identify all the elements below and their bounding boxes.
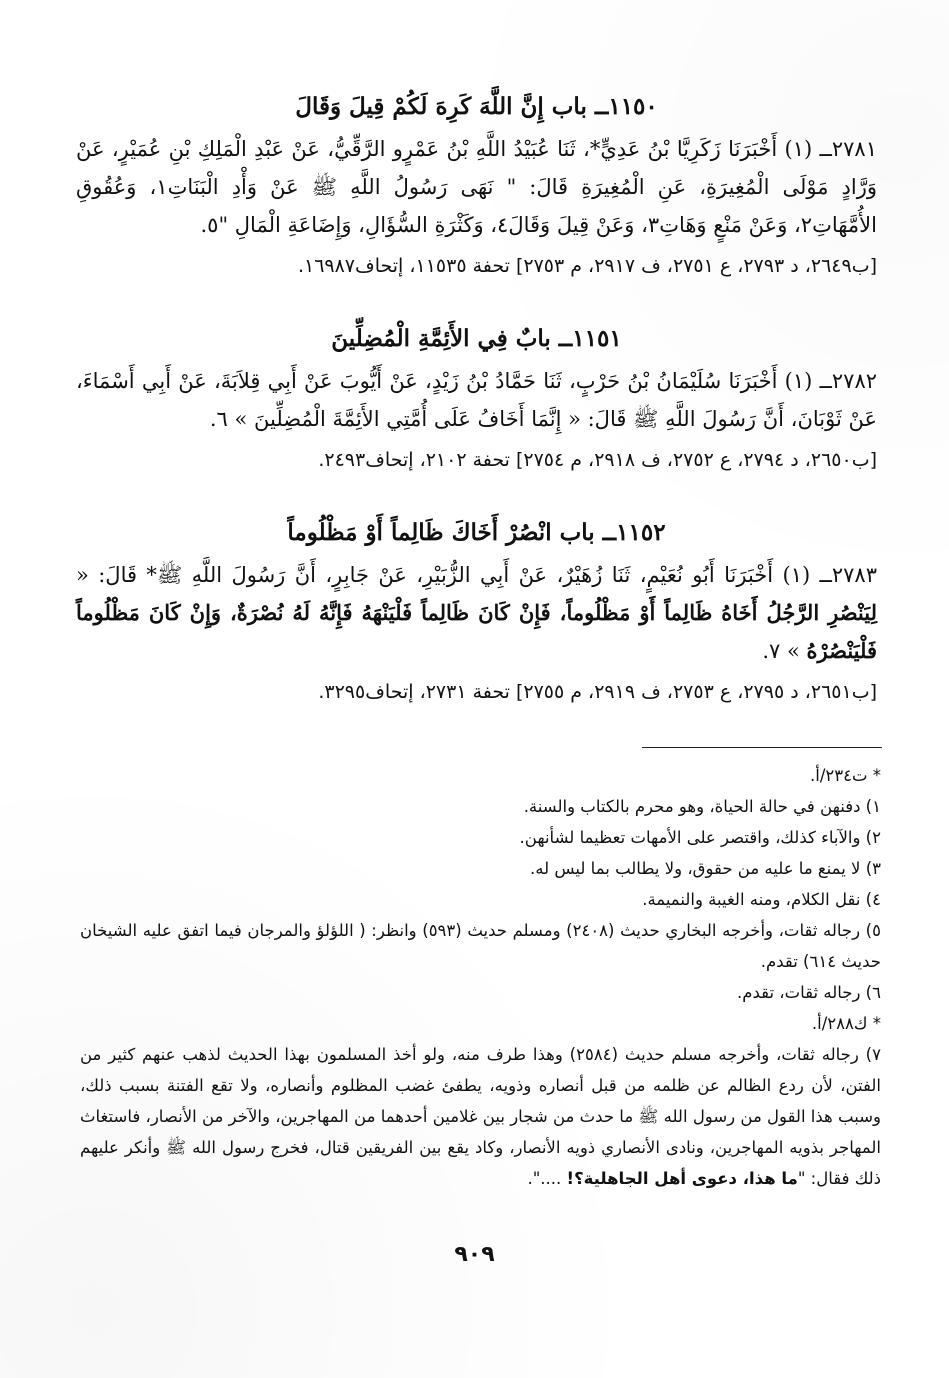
footnote-7-text: ٧) رجاله ثقات، وأخرجه مسلم حديث (٢٥٨٤) وهذا طرف منه، ولو أخذ المسلمون بهذا الحديث لذهب عنهم كثير من الفتن، لأن ردع الظالم عن ظلمه من قبل أنصاره وذويه، يطفئ غضب المظلوم وأنصاره، ولا تقع الفتنة بسبب ذلك، وسبب هذا القول من رسول الله ﷺ ما حدث من شجار بين غلامين أحدهما من المهاجرين، والآخر من الأنصار، فاستغاث المهاجر بذويه المهاجرين، ونادى الأنصاري ذويه الأنصار، وكاد يقع بين الفريقين قتال، فخرج رسول الله ﷺ وأنكر عليهم ذلك فقال: " [80,1045,881,1188]
hadith-references: [ب٢٦٤٩، د ٢٧٩٣، ع ٢٧٥١، ف ٢٩١٧، م ٢٧٥٣] تحفة ١١٥٣٥، إتحاف١٦٩٨٧. [297,255,877,277]
footnote-3: ٣) لا يمنع ما عليه من حقوق، ولا يطالب بما ليس له. [530,859,881,878]
footnote-6: ٦) رجاله ثقات، تقدم. [736,983,881,1002]
hadith-references: [ب٢٦٥١، د ٢٧٩٥، ع ٢٧٥٣، ف ٢٩١٩، م ٢٧٥٥] تحفة ٢٧٣١، إتحاف٣٢٩٥. [318,681,877,703]
footnotes [80,760,881,1194]
footnote-7-quote: ما هذا، دعوى أهل الجاهلية؟! [566,1169,798,1188]
page-number: ٩٠٩ [454,1242,495,1267]
footnote-1: ١) دفنهن في حالة الحياة، وهو محرم بالكتاب والسنة. [523,797,881,816]
footnote-7 [80,1039,881,1194]
hadith-references: [ب٢٦٥٠، د ٢٧٩٤، ع ٢٧٥٢، ف ٢٩١٨، م ٢٧٥٤] تحفة ٢١٠٢، إتحاف٢٤٩٣. [318,449,877,471]
chapter-1150 [76,90,877,282]
hadith-end: » ٧. [762,639,800,663]
footnote-star-2: * ك٢٨٨/أ. [811,1014,881,1033]
hadith-intro: ٢٧٨٣ــ (١) أَخْبَرَنَا أَبُو نُعَيْمٍ، ثَنَا زُهَيْرٌ، عَنْ أَبِي الزُّبَيْرِ، عَنْ جَابِرٍ، أَنَّ رَسُولَ اللَّهِ ﷺ* قَالَ: « [76,563,877,587]
chapter-title: ١١٥٠ــ باب إِنَّ اللَّهَ كَرِهَ لَكُمْ قِيلَ وَقَالَ [295,93,658,120]
main-content [76,90,877,748]
hadith-quote: لِيَنْصُرِ الرَّجُلُ أَخَاهُ ظَالِماً أَوْ مَظْلُوماً، فَإِنْ كَانَ ظَالِماً فَلْيَنْهَهُ فَإِنَّهُ لَهُ نُصْرَةٌ، وَإِنْ كَانَ مَظْلُوماً فَلْيَنْصُرْهُ [76,600,877,663]
footnote-4: ٤) نقل الكلام، ومنه الغيبة والنميمة. [642,890,881,909]
footnote-2: ٢) والآباء كذلك، واقتصر على الأمهات تعظيما لشأنهن. [519,828,881,847]
chapter-1151 [76,322,877,476]
hadith-text: ٢٧٨٢ــ (١) أَخْبَرَنَا سُلَيْمَانُ بْنُ حَرْبٍ، ثَنَا حَمَّادُ بْنُ زَيْدٍ، عَنْ أَيُّوبَ عَنْ أَبِي قِلاَبَةَ، عَنْ أَبِي أَسْمَاءَ، عَنْ ثَوْبَانَ، أَنَّ رَسُولَ اللَّهِ ﷺ قَالَ: « إِنَّمَا أَخَافُ عَلَى أُمَّتِي الأَئِمَّةَ الْمُضِلِّينَ » ٦. [76,369,878,431]
footnote-7-end: ....". [527,1169,562,1188]
footnote-5: ٥) رجاله ثقات، وأخرجه البخاري حديث (٢٤٠٨) ومسلم حديث (٥٩٣) وانظر: ( اللؤلؤ والمرجان فيما اتفق عليه الشيخان حديث ٦١٤) تقدم. [80,921,881,971]
footnote-divider [642,747,882,748]
hadith-text [76,556,877,670]
hadith-text: ٢٧٨١ــ (١) أَخْبَرَنَا زَكَرِيَّا بْنُ عَدِيٍّ*، ثَنَا عُبَيْدُ اللَّهِ بْنُ عَمْرٍو الرَّقِّيُّ، عَنْ عَبْدِ الْمَلِكِ بْنِ عُمَيْرٍ، عَنْ وَرَّادٍ مَوْلَى الْمُغِيرَةِ، عَنِ الْمُغِيرَةِ قَالَ: " نَهَى رَسُولُ اللَّهِ ﷺ عَنْ وَأْدِ الْبَنَاتِ١، وَعُقُوقِ الأُمَّهَاتِ٢، وَعَنْ مَنْعٍ وَهَاتِ٣، وَعَنْ قِيلَ وَقَالَ٤، وَكَثْرَةِ السُّؤَالِ، وَإِضَاعَةِ الْمَالِ "٥. [76,137,877,237]
chapter-1152 [76,516,877,708]
footnote-star-1: * ت٢٣٤/أ. [809,766,881,785]
chapter-title: ١١٥٢ــ باب انْصُرْ أَخَاكَ ظَالِماً أَوْ مَظْلُوماً [287,519,666,546]
chapter-title: ١١٥١ــ بابٌ فِي الأَئِمَّةِ الْمُضِلِّينَ [331,325,622,352]
